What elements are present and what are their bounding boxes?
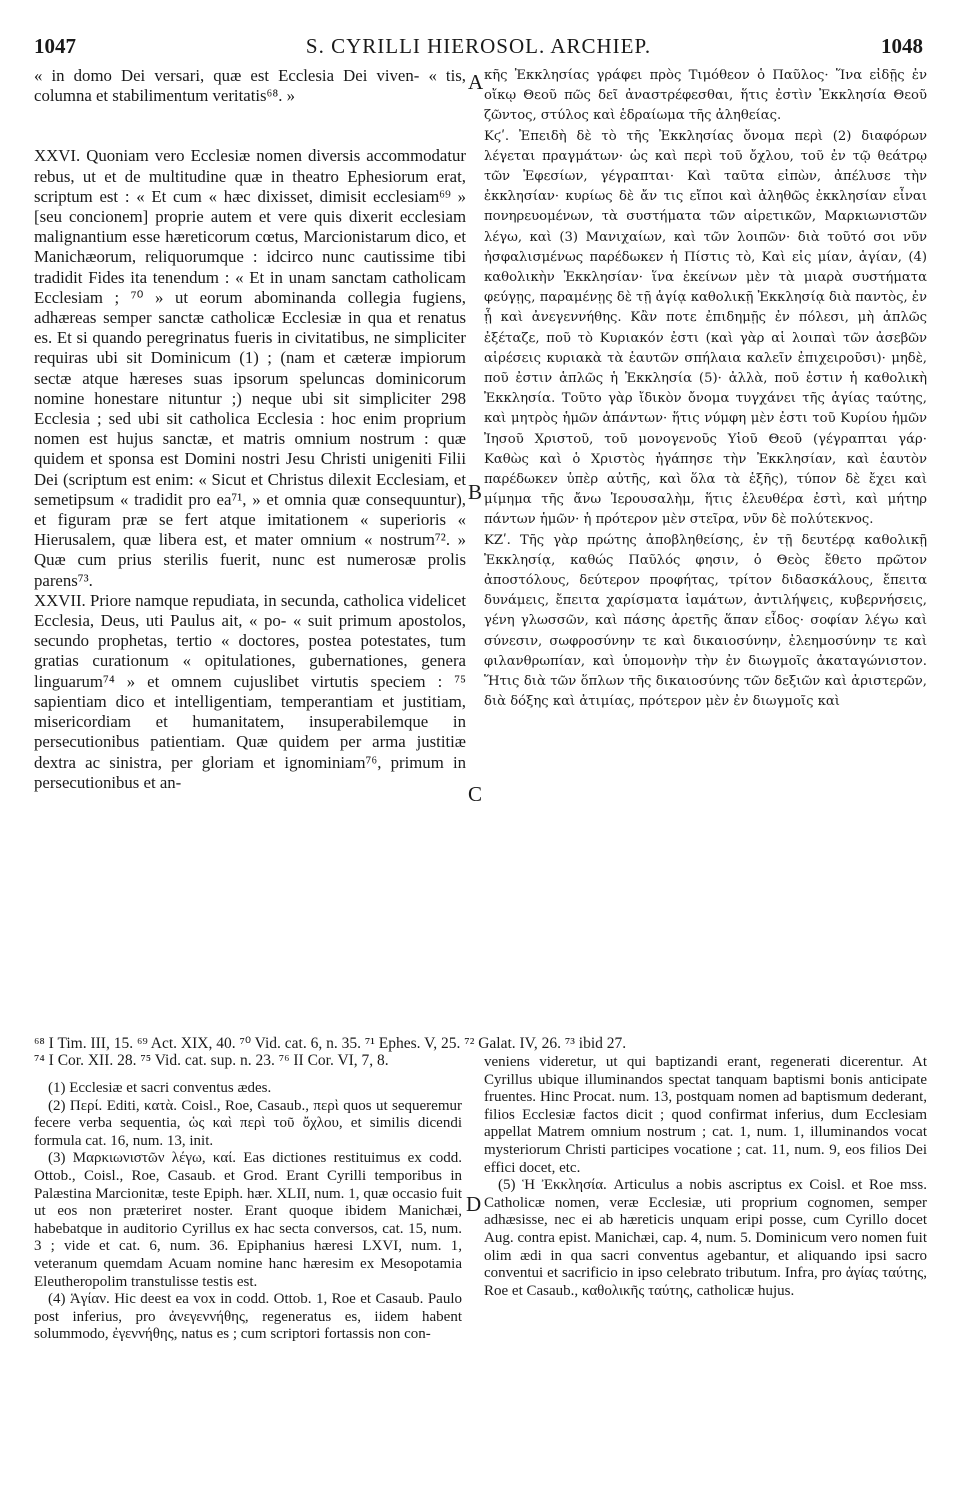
latin-paragraph-xxvii: XXVII. Priore namque repudiata, in secunda, catholica videlicet Ecclesia, Deus, uti Paulus ait, « po- « suit primum apostolos, secundo prophetas, tertio « doctores, postea potestates, tum gratias curationum « opitulationes, gubernationes, genera linguarum⁷⁴ » et omnem cujuslibet virtutis speciem : ⁷⁵ sapientiam dico et intelligentiam, temperantiam et justitiam, misericordiam et humanitatem, insuperabilemque in persecutionibus patientiam. Quæ quidem per arma justitiæ dextra ac sinistra, per gloriam et ignominiam⁷⁶, primum in persecutionibus et an-: [34, 590, 466, 792]
footnote-5: (5) Ἡ Ἐκκλησία. Articulus a nobis ascriptus ex Coisl. et Roe mss. Catholicæ nomen, veræ Ecclesiæ, uti proprium cognomen, semper adhæsisse, nec ei ab hæreticis unquam eripi posse, cum Cyrillo docet Aug. contra epist. Manichæi, cap. 4, num. 5. Dominicum vero nomen fuit olim ædi in qua sacri conventus agebantur, et aliquando ipsi sacro conventui et sacrificio in ipso celebrato tributum. Infra, pro ἁγίας ταύτης, Roe et Casaub., καθολικῆς ταύτης, catholicæ hujus.: [484, 1177, 927, 1299]
running-header: [34, 34, 923, 60]
page-number-left: 1047: [34, 34, 76, 58]
latin-paragraph-xxvi: XXVI. Quoniam vero Ecclesiæ nomen diversis accommodatur rebus, ut et de multitudine quæ in theatro Ephesiorum erat, scriptum est : « Et cum « hæc dixisset, dimisit ecclesiam⁶⁹ » [seu concionem] proprie autem et vere quis dixerit ecclesiam malignantium esse hæreticorum cœtus, Marcionistarum dico, et Manichæorum, reliquorumque : idcirco nunc cautissime tibi tradidit Fides ita tenendum : « Et in unam sanctam catholicam Ecclesiam ; ⁷⁰ » ut eorum abominanda collegia fugiens, adhæreas semper sanctæ catholicæ Ecclesiæ in qua et renatus es. Et si quando peregrinatus fueris in civitatibus, ne simpliciter requiras ubi sit Dominicum (1) ; (nam et cæteræ impiorum sectæ atque hæreses suas ipsorum speluncas dominicorum nomine honestare nituntur ;) neque ubi sit simpliciter 298 Ecclesia ; sed ubi sit catholica Ecclesia : hoc enim proprium nomen est hujus sanctæ, et matris omnium nostrum : quæ quidem et sponsa est Domini nostri Jesu Christi unigeniti Filii Dei (scriptum est enim: « Sicut et Christus dilexit Ecclesiam, et semetipsum « tradidit pro ea⁷¹, » et omnia quæ consequuntur), et figuram præ se fert atque imitationem « superioris « Hierusalem, quæ libera est, et mater omnium « nostrum⁷². » Quæ cum prius sterilis fuerit, nunc est numerosæ prolis parens⁷³.: [34, 146, 466, 590]
spacer: [34, 106, 466, 146]
footnotes-left-column: [34, 1080, 462, 1344]
margin-marker-a: A: [468, 70, 484, 94]
footnotes-right-column: [484, 1054, 927, 1300]
reference-line-1: ⁶⁸ I Tim. III, 15. ⁶⁹ Act. XIX, 40. ⁷⁰ Vid. cat. 6, n. 35. ⁷¹ Ephes. V, 25. ⁷² Galat. IV, 26. ⁷³ ibid 27.: [34, 1035, 627, 1052]
greek-paragraph-kz: ΚΖʹ. Τῆς γὰρ πρώτης ἀποβληθείσης, ἐν τῇ δευτέρᾳ καθολικῇ Ἐκκλησίᾳ, καθώς Παῦλός φησιν, ὁ Θεὸς ἔθετο πρῶτον ἀποστόλους, δεύτερον προφήτας, τρίτον διδασκάλους, ἔπειτα δυνάμεις, ἔπειτα χαρίσματα ἰαμάτων, ἀντιλήψεις, κυβερνήσεις, γένη γλωσσῶν, καὶ πάσης ἀρετῆς ἅπαν εἶδος· σοφίαν λέγω καὶ σύνεσιν, σωφροσύνην τε καὶ δικαιοσύνην, ἐλεημοσύνην τε καὶ φιλανθρωπίαν, καὶ ὑπομονὴν τὴν ἐν διωγμοῖς ἀκαταγώνιστον. Ἥτις διὰ τῶν ὅπλων τῆς δικαιοσύνης τῶν δεξιῶν καὶ ἀριστερῶν, διὰ δόξης καὶ ἀτιμίας, πρότερον μὲν ἐν διωγμοῖς καὶ: [484, 532, 927, 710]
footnote-3: (3) Μαρκιωνιστῶν λέγω, καί. Eas dictiones restituimus ex codd. Ottob., Coisl., Roe, Casaub. et Grod. Erant Cyrilli temporibus in Palæstina Marcionitæ, teste Epiph. hær. XLII, num. 1, quæ occasio fuit ut eos non præteriret noster. Erant quoque ibidem Manichæi, habebatque in auditorio Cyrillus ex hac secta conversos, cat. 15, num. 3 ; vide et cat. 6, num. 36. Epiphanius hæresi LXVI, num. 1, veteranum quemdam Acuam nomine hanc hæresim ex Mesopotamia Eleutheropolim transtulisse testis est.: [34, 1150, 462, 1290]
footnote-1: (1) Ecclesiæ et sacri conventus ædes.: [48, 1080, 272, 1096]
footnote-4-continued: veniens videretur, ut qui baptizandi erant, regenerati dicerentur. At Cyrillus ubique illuminandos spectat tanquam baptismi bonis anticipate fruentes. Hinc Procat. num. 13, postquam nomen ad baptismum dederant, filios Ecclesiæ factos dicit ; quod confirmat inferius, dum Ecclesiam appellat Matrem omnium nostrum ; cat. 1, num. 1, illuminandos vocat mysteriorum Christi participes vocatione ; cat. 11, num. 9, eos filios Dei effici docet, etc.: [484, 1054, 927, 1176]
reference-line-2: ⁷⁴ I Cor. XII. 28. ⁷⁵ Vid. cat. sup. n. 23. ⁷⁶ II Cor. VI, 7, 8.: [34, 1052, 389, 1069]
page-number-right: 1048: [881, 34, 923, 58]
footnote-2: (2) Περί. Editi, κατὰ. Coisl., Roe, Casaub., περὶ quos ut sequeremur fecere verba sequentia, ὡς καὶ περὶ τοῦ ὄχλου, et similis dicendi formula cat. 16, num. 13, init.: [34, 1097, 462, 1149]
running-title: S. CYRILLI HIEROSOL. ARCHIEP.: [305, 34, 652, 58]
latin-column: [34, 66, 466, 793]
greek-column: [484, 66, 927, 713]
greek-paragraph-1: κῆς Ἐκκλησίας γράφει πρὸς Τιμόθεον ὁ Παῦλος· Ἵνα εἰδῇς ἐν οἴκῳ Θεοῦ πῶς δεῖ ἀναστρέφεσθαι, ἥτις ἐστὶν Ἐκκλησία Θεοῦ ζῶντος, στύλος καὶ ἑδραίωμα τῆς ἀληθείας.: [484, 68, 927, 124]
margin-marker-b: B: [468, 480, 483, 504]
footnote-4: (4) Ἁγίαν. Hic deest ea vox in codd. Ottob. 1, Roe et Casaub. Paulo post inferius, pro ἀνεγεννήθης, regeneratus es, iidem habent solummodo, ἐγεννήθης, natus es ; cum scriptori fortassis non con-: [34, 1291, 462, 1343]
greek-paragraph-kst: Κϛʹ. Ἐπειδὴ δὲ τὸ τῆς Ἐκκλησίας ὄνομα περὶ (2) διαφόρων λέγεται πραγμάτων· ὡς καὶ περὶ τοῦ ὄχλου, τοῦ ἐν τῷ θεάτρῳ τῶν Ἐφεσίων, γέγραπται· Καὶ ταῦτα εἰπὼν, ἀπέλυσε τὴν ἐκκλησίαν· κυρίως δὲ ἄν τις εἴποι καὶ ἀληθῶς ἐκκλησίαν εἶναι πονηρευομένων, τὰ συστήματα τῶν αἱρετικῶν, Μαρκιωνιστῶν λέγω, καὶ (3) Μανιχαίων, καὶ τῶν λοιπῶν· διὰ τοῦτό σοι νῦν ἠσφαλισμένως παρέδωκεν ἡ Πίστις τὸ, Καὶ εἰς μίαν, ἁγίαν, (4) καθολικὴν Ἐκκλησίαν· ἵνα ἐκείνων μὲν τὰ μιαρὰ συστήματα φεύγῃς, παραμένῃς δὲ τῇ ἁγίᾳ καθολικῇ Ἐκκλησίᾳ διὰ παντὸς, ἐν ᾗ καὶ ἀνεγεννήθης. Κἂν ποτε ἐπιδημῇς ἐν πόλεσι, μὴ ἁπλῶς ἐξέταζε, ποῦ τὸ Κυριακόν ἐστι (καὶ γὰρ αἱ λοιπαὶ τῶν ἀσεβῶν αἱρέσεις κυριακὰ τὰ ἑαυτῶν σπήλαια καλεῖν ἐπιχειροῦσι)· μηδὲ, ποῦ ἐστιν ἁπλῶς ἡ Ἐκκλησία (5)· ἀλλὰ, ποῦ ἐστιν ἡ καθολικὴ Ἐκκλησία. Τοῦτο γὰρ ἴδικὸν ὄνομα τυγχάνει τῆς ἁγίας ταύτης, καὶ μητρὸς ἡμῶν ἁπάντων· ἥτις νύμφη μὲν ἐστι τοῦ Κυρίου ἡμῶν Ἰησοῦ Χριστοῦ, τοῦ μονογενοῦς Υἱοῦ Θεοῦ (γέγραπται γάρ· Καθὼς καὶ ὁ Χριστὸς ἠγάπησε τὴν Ἐκκλησίαν, καὶ ἑαυτὸν παρέδωκεν ὑπὲρ αὐτῆς, καὶ ὅλα τὰ ἑξῆς), τύπον δὲ ἔχει καὶ μίμημα τῆς ἄνω Ἱερουσαλὴμ, ἥτις ἐλευθέρα ἐστὶ, καὶ μήτηρ πάντων ἡμῶν· ἡ πρότερον μὲν στεῖρα, νῦν δὲ πολύτεκνος.: [484, 128, 927, 528]
margin-marker-d: D: [466, 1192, 482, 1216]
latin-paragraph-1: « in domo Dei versari, quæ est Ecclesia Dei viven- « tis, columna et stabilimentum veritatis⁶⁸. »: [34, 66, 466, 106]
margin-marker-c: C: [468, 782, 483, 806]
